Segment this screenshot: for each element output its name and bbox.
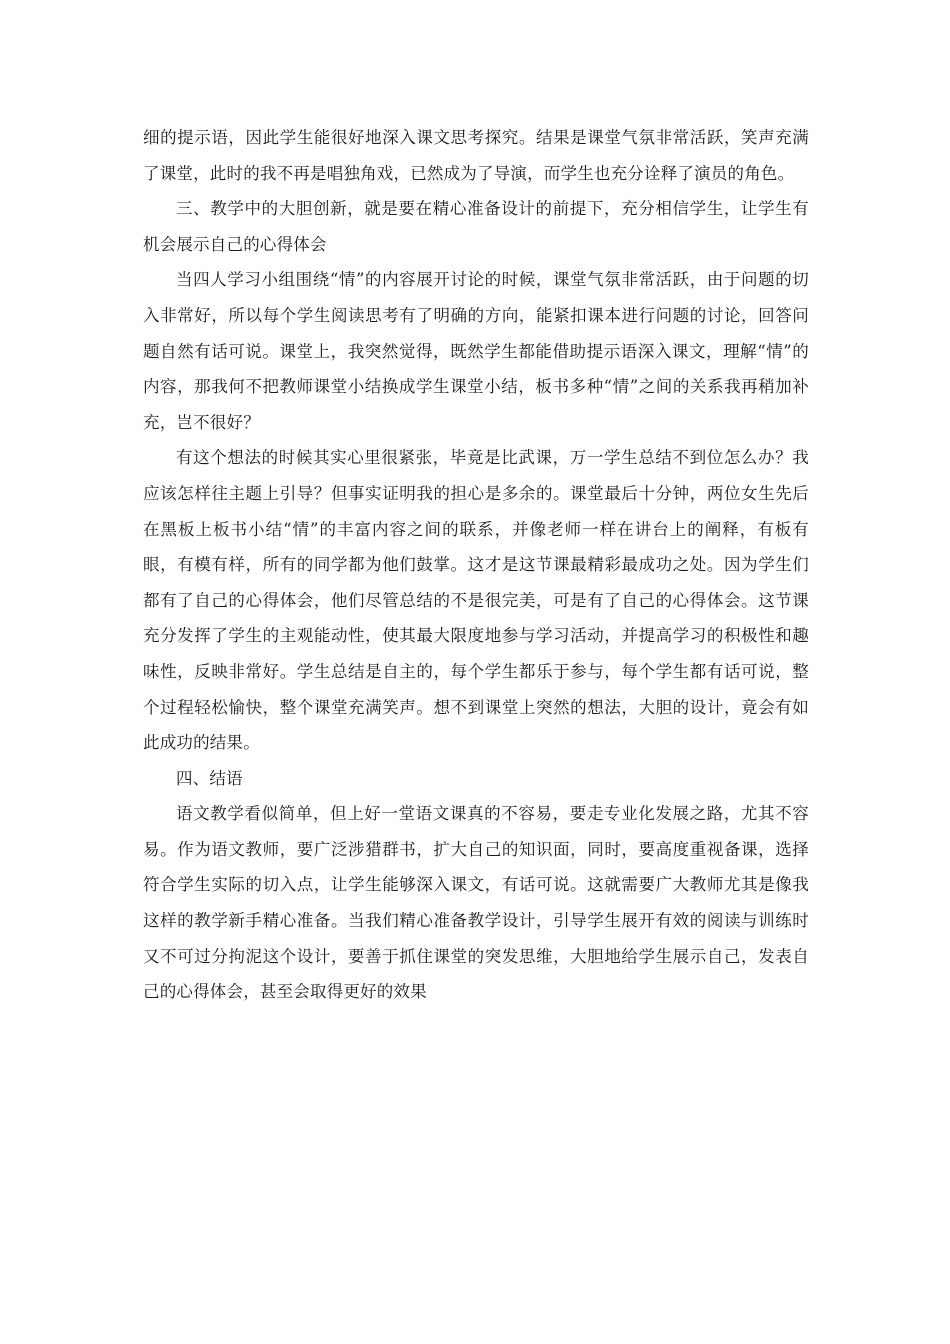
document-body [143,120,809,1010]
paragraph-group-discussion: 当四人学习小组围绕“情”的内容展开讨论的时候，课堂气氛非常活跃，由于问题的切入非常好，所以每个学生阅读思考有了明确的方向，能紧扣课本进行问题的讨论，回答问题自然有话可说。课堂上，我突然觉得，既然学生都能借助提示语深入课文，理解“情”的内容，那我何不把教师课堂小结换成学生课堂小结，板书多种“情”之间的关系我再稍加补充，岂不很好？ [143,270,809,432]
paragraph-conclusion: 语文教学看似简单，但上好一堂语文课真的不容易，要走专业化发展之路，尤其不容易。作为语文教师，要广泛涉猎群书，扩大自己的知识面，同时，要高度重视备课，选择符合学生实际的切入点，让学生能够深入课文，有话可说。这就需要广大教师尤其是像我这样的教学新手精心准备。当我们精心准备教学设计，引导学生展开有效的阅读与训练时又不可过分拘泥这个设计，要善于抓住课堂的突发思维，大胆地给学生展示自己，发表自己的心得体会，甚至会取得更好的效果 [143,804,809,1002]
paragraph-continuation: 细的提示语，因此学生能很好地深入课文思考探究。结果是课堂气氛非常活跃，笑声充满了课堂，此时的我不再是唱独角戏，已然成为了导演，而学生也充分诠释了演员的角色。 [143,128,809,183]
paragraph-student-summary: 有这个想法的时候其实心里很紧张，毕竟是比武课，万一学生总结不到位怎么办？我应该怎样往主题上引导？但事实证明我的担心是多余的。课堂最后十分钟，两位女生先后在黑板上板书小结“情”的丰富内容之间的联系，并像老师一样在讲台上的阐释，有板有眼，有模有样，所有的同学都为他们鼓掌。这才是这节课最精彩最成功之处。因为学生们都有了自己的心得体会，他们尽管总结的不是很完美，可是有了自己的心得体会。这节课充分发挥了学生的主观能动性，使其最大限度地参与学习活动，并提高学习的积极性和趣味性，反映非常好。学生总结是自主的，每个学生都乐于参与，每个学生都有话可说，整个过程轻松愉快，整个课堂充满笑声。想不到课堂上突然的想法，大胆的设计，竟会有如此成功的结果。 [143,448,809,753]
section-heading-three: 三、教学中的大胆创新，就是要在精心准备设计的前提下，充分相信学生，让学生有机会展示自己的心得体会 [143,199,809,254]
section-heading-conclusion: 四、结语 [176,768,243,788]
